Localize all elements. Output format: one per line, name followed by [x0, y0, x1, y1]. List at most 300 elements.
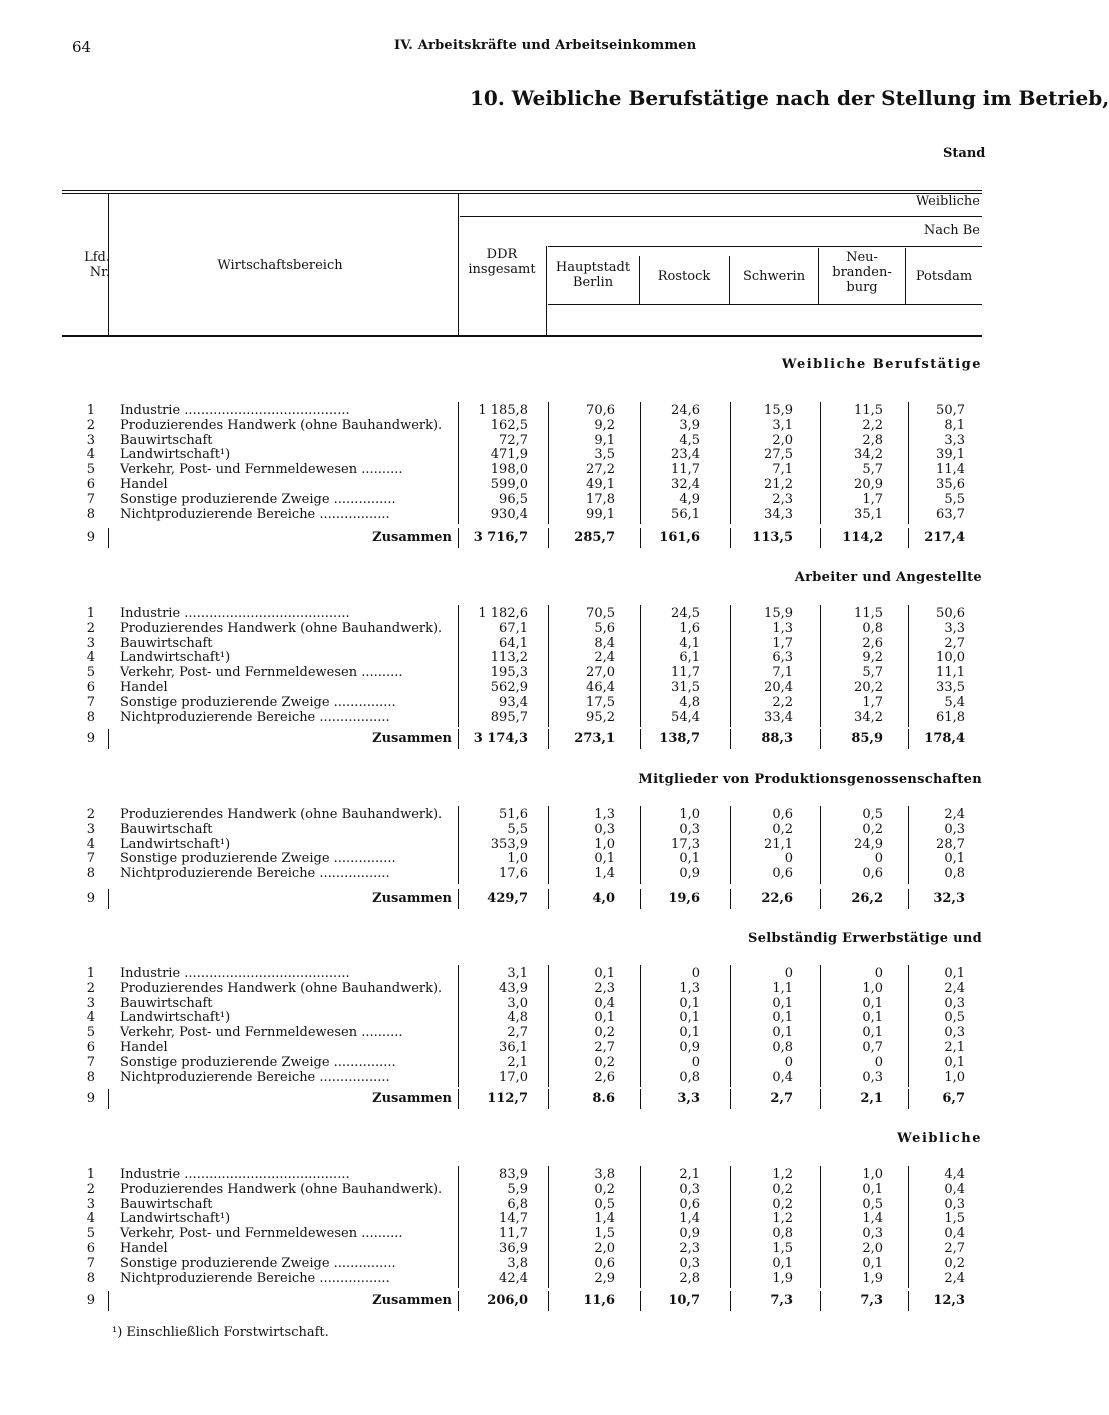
header-top-rule — [62, 190, 982, 191]
ddr-header: DDR insgesamt — [468, 247, 536, 277]
total-value: 285,7 — [574, 530, 615, 545]
cell-value: 3,8 — [594, 1167, 615, 1182]
column-rule — [640, 729, 641, 749]
cell-value: 0 — [784, 851, 793, 867]
cell-value: 1,3 — [679, 980, 700, 996]
cell-value: 63,7 — [936, 506, 965, 522]
row-number: 5 — [86, 462, 95, 478]
row-number: 8 — [86, 506, 95, 522]
total-value: 273,1 — [574, 731, 615, 746]
row-number: 6 — [86, 477, 95, 492]
table-row — [0, 696, 1024, 710]
total-label: Zusammen — [372, 1091, 452, 1106]
cell-value: 0,3 — [862, 1069, 883, 1085]
cell-value: 195,3 — [490, 665, 528, 681]
row-label: Verkehr, Post- und Fernmeldewesen .......... — [120, 1226, 403, 1242]
cell-value: 0 — [784, 966, 793, 981]
total-value: 217,4 — [924, 530, 965, 545]
cell-value: 562,9 — [490, 680, 528, 695]
cell-value: 5,5 — [944, 491, 965, 507]
cell-value: 7,1 — [772, 462, 793, 478]
cell-value: 70,5 — [586, 606, 615, 621]
row-label: Sonstige produzierende Zweige ............... — [120, 1255, 396, 1271]
row-number: 3 — [86, 821, 95, 837]
cell-value: 2,1 — [944, 1040, 965, 1055]
cell-value: 72,7 — [499, 432, 528, 448]
cell-value: 2,8 — [862, 432, 883, 448]
cell-value: 0,2 — [594, 1181, 615, 1197]
cell-value: 31,5 — [671, 680, 700, 695]
total-value: 3 174,3 — [473, 731, 528, 746]
cell-value: 34,2 — [854, 447, 883, 463]
column-rule — [908, 729, 909, 749]
cell-value: 930,4 — [490, 506, 528, 522]
row-number: 7 — [86, 1054, 95, 1070]
row-number: 1 — [86, 966, 95, 981]
row-label: Produzierendes Handwerk (ohne Bauhandwerk). — [120, 1181, 443, 1197]
header-top-rule-2 — [62, 193, 982, 194]
row-number: 4 — [86, 1010, 95, 1026]
row-number: 2 — [86, 1181, 95, 1197]
cell-value: 1,9 — [772, 1270, 793, 1286]
column-rule — [908, 1291, 909, 1311]
total-label: Zusammen — [372, 891, 452, 906]
cell-value: 3,9 — [679, 417, 700, 433]
table-row — [0, 1168, 1024, 1182]
row-number: 4 — [86, 447, 95, 463]
cell-value: 0,2 — [862, 821, 883, 837]
total-value: 4,0 — [592, 891, 615, 906]
cell-value: 0,3 — [944, 1025, 965, 1041]
total-value: 8.6 — [592, 1091, 615, 1106]
total-row — [0, 531, 1024, 545]
column-rule — [458, 889, 459, 909]
total-value: 2,7 — [770, 1091, 793, 1106]
cell-value: 0,6 — [772, 866, 793, 882]
table-row — [0, 823, 1024, 837]
row-label: Produzierendes Handwerk (ohne Bauhandwerk). — [120, 807, 443, 822]
cell-value: 2,4 — [944, 1270, 965, 1286]
cell-value: 42,4 — [499, 1270, 528, 1286]
cell-value: 0,3 — [944, 995, 965, 1011]
cell-value: 0,2 — [772, 1181, 793, 1197]
total-label: Zusammen — [372, 530, 452, 545]
cell-value: 9,2 — [862, 650, 883, 666]
cell-value: 2,4 — [594, 650, 615, 666]
cell-value: 0,4 — [944, 1226, 965, 1242]
total-value: 178,4 — [924, 731, 965, 746]
cell-value: 21,2 — [764, 477, 793, 492]
cell-value: 1,7 — [862, 694, 883, 710]
cell-value: 0,3 — [594, 821, 615, 837]
cell-value: 4,8 — [507, 1010, 528, 1026]
table-row — [0, 493, 1024, 507]
column-rule — [640, 1291, 641, 1311]
cell-value: 1,3 — [772, 620, 793, 636]
column-rule — [820, 528, 821, 548]
column-rule — [458, 528, 459, 548]
cell-value: 1,5 — [772, 1241, 793, 1256]
table-row — [0, 637, 1024, 651]
table-row — [0, 1026, 1024, 1040]
cell-value: 9,1 — [594, 432, 615, 448]
column-rule — [458, 1291, 459, 1311]
cell-value: 0,1 — [944, 966, 965, 981]
row-number: 8 — [86, 1069, 95, 1085]
cell-value: 11,7 — [671, 462, 700, 478]
total-value: 112,7 — [487, 1091, 528, 1106]
cell-value: 1,0 — [507, 851, 528, 867]
cell-value: 5,9 — [507, 1181, 528, 1197]
table-row — [0, 982, 1024, 996]
column-rule — [108, 729, 109, 749]
row-label: Nichtproduzierende Bereiche ................. — [120, 506, 390, 522]
cell-value: 2,2 — [862, 417, 883, 433]
row-label: Bauwirtschaft — [120, 821, 213, 837]
cell-value: 1,4 — [594, 866, 615, 882]
region-header-berlin: Hauptstadt Berlin — [555, 260, 631, 290]
row-number: 3 — [86, 995, 95, 1011]
row-label: Nichtproduzierende Bereiche ................. — [120, 866, 390, 882]
total-row — [0, 1294, 1024, 1308]
cell-value: 0,8 — [862, 620, 883, 636]
column-rule — [108, 528, 109, 548]
cell-value: 0,8 — [772, 1040, 793, 1055]
cell-value: 64,1 — [499, 635, 528, 651]
total-value: 10,7 — [668, 1293, 700, 1308]
cell-value: 0,3 — [944, 821, 965, 837]
column-rule — [108, 1291, 109, 1311]
row-label: Nichtproduzierende Bereiche ................. — [120, 709, 390, 725]
cell-value: 0,5 — [594, 1196, 615, 1212]
cell-value: 0 — [691, 966, 700, 981]
cell-value: 35,6 — [936, 477, 965, 492]
row-number: 8 — [86, 866, 95, 882]
cell-value: 36,1 — [499, 1040, 528, 1055]
cell-value: 4,5 — [679, 432, 700, 448]
row-label: Nichtproduzierende Bereiche ................. — [120, 1069, 390, 1085]
cell-value: 1,4 — [862, 1211, 883, 1227]
row-label: Verkehr, Post- und Fernmeldewesen .......... — [120, 1025, 403, 1041]
row-label: Sonstige produzierende Zweige ............... — [120, 1054, 396, 1070]
cell-value: 27,2 — [586, 462, 615, 478]
cell-value: 0,3 — [679, 1255, 700, 1271]
cell-value: 15,9 — [764, 403, 793, 418]
total-row — [0, 732, 1024, 746]
cell-value: 1,0 — [679, 807, 700, 822]
total-value: 12,3 — [933, 1293, 965, 1308]
cell-value: 0,3 — [679, 1181, 700, 1197]
cell-value: 1 185,8 — [478, 403, 528, 418]
cell-value: 2,3 — [594, 980, 615, 996]
cell-value: 20,2 — [854, 680, 883, 695]
region-box-bottom — [548, 304, 982, 305]
cell-value: 0 — [691, 1054, 700, 1070]
table-row — [0, 607, 1024, 621]
row-number: 1 — [86, 403, 95, 418]
column-rule — [548, 729, 549, 749]
cell-value: 1,5 — [594, 1226, 615, 1242]
header-bottom-rule — [62, 335, 982, 337]
cell-value: 11,5 — [854, 403, 883, 418]
cell-value: 56,1 — [671, 506, 700, 522]
cell-value: 0,6 — [594, 1255, 615, 1271]
row-number: 1 — [86, 1167, 95, 1182]
cell-value: 0,5 — [862, 807, 883, 822]
total-value: 7,3 — [770, 1293, 793, 1308]
cell-value: 24,9 — [854, 836, 883, 852]
row-number: 9 — [86, 891, 95, 906]
cell-value: 7,1 — [772, 665, 793, 681]
row-number: 9 — [86, 530, 95, 545]
section-title: Mitglieder von Produktionsgenossenschaften — [638, 772, 982, 787]
column-rule — [640, 528, 641, 548]
cell-value: 0,8 — [679, 1069, 700, 1085]
cell-value: 1,2 — [772, 1211, 793, 1227]
column-rule — [908, 889, 909, 909]
cell-value: 3,3 — [944, 620, 965, 636]
row-label: Landwirtschaft¹) — [120, 1010, 231, 1026]
table-row — [0, 419, 1024, 433]
row-label: Sonstige produzierende Zweige ............... — [120, 491, 396, 507]
cell-value: 0,1 — [772, 1025, 793, 1041]
total-label: Zusammen — [372, 1293, 452, 1308]
table-row — [0, 852, 1024, 866]
cell-value: 1,0 — [944, 1069, 965, 1085]
table-row — [0, 622, 1024, 636]
cell-value: 39,1 — [936, 447, 965, 463]
table-row — [0, 1198, 1024, 1212]
table-row — [0, 838, 1024, 852]
region-header-potsdam: Potsdam — [915, 269, 973, 284]
cell-value: 1,7 — [862, 491, 883, 507]
cell-value: 96,5 — [499, 491, 528, 507]
cell-value: 1,9 — [862, 1270, 883, 1286]
table-row — [0, 1183, 1024, 1197]
column-rule — [108, 889, 109, 909]
cell-value: 162,5 — [490, 417, 528, 433]
cell-value: 0 — [874, 1054, 883, 1070]
row-label: Bauwirtschaft — [120, 432, 213, 448]
cell-value: 0,5 — [862, 1196, 883, 1212]
cell-value: 2,6 — [862, 635, 883, 651]
cell-value: 6,3 — [772, 650, 793, 666]
row-label: Produzierendes Handwerk (ohne Bauhandwerk). — [120, 620, 443, 636]
total-value: 85,9 — [851, 731, 883, 746]
cell-value: 11,5 — [854, 606, 883, 621]
row-label: Sonstige produzierende Zweige ............... — [120, 851, 396, 867]
table-row — [0, 1011, 1024, 1025]
row-label: Industrie ........................................ — [120, 966, 350, 981]
row-number: 9 — [86, 731, 95, 746]
cell-value: 2,0 — [862, 1241, 883, 1256]
row-label: Industrie ........................................ — [120, 403, 350, 418]
cell-value: 0,6 — [772, 807, 793, 822]
row-number: 3 — [86, 1196, 95, 1212]
cell-value: 2,4 — [944, 807, 965, 822]
cell-value: 1,2 — [772, 1167, 793, 1182]
column-rule — [908, 528, 909, 548]
cell-value: 353,9 — [490, 836, 528, 852]
region-header-rostock: Rostock — [657, 269, 711, 284]
cell-value: 0,9 — [679, 866, 700, 882]
cell-value: 11,7 — [499, 1226, 528, 1242]
table-row — [0, 711, 1024, 725]
total-value: 11,6 — [583, 1293, 615, 1308]
cell-value: 50,7 — [936, 403, 965, 418]
wirtschaftsbereich-header: Wirtschaftsbereich — [217, 258, 343, 273]
cell-value: 46,4 — [586, 680, 615, 695]
cell-value: 28,7 — [936, 836, 965, 852]
cell-value: 1,5 — [944, 1211, 965, 1227]
row-number: 7 — [86, 1255, 95, 1271]
cell-value: 5,6 — [594, 620, 615, 636]
cell-value: 1,3 — [594, 807, 615, 822]
cell-value: 67,1 — [499, 620, 528, 636]
column-rule — [548, 889, 549, 909]
cell-value: 11,4 — [936, 462, 965, 478]
table-row — [0, 448, 1024, 462]
cell-value: 51,6 — [499, 807, 528, 822]
cell-value: 4,8 — [679, 694, 700, 710]
cell-value: 1,4 — [594, 1211, 615, 1227]
total-value: 138,7 — [659, 731, 700, 746]
cell-value: 27,0 — [586, 665, 615, 681]
cell-value: 0,5 — [944, 1010, 965, 1026]
cell-value: 1,1 — [772, 980, 793, 996]
row-label: Landwirtschaft¹) — [120, 836, 231, 852]
cell-value: 0,1 — [679, 995, 700, 1011]
column-rule — [820, 729, 821, 749]
cell-value: 2,3 — [772, 491, 793, 507]
chapter-heading: IV. Arbeitskräfte und Arbeitseinkommen — [394, 38, 697, 53]
table-row — [0, 508, 1024, 522]
cell-value: 0,4 — [594, 995, 615, 1011]
cell-value: 2,1 — [507, 1054, 528, 1070]
cell-value: 35,1 — [854, 506, 883, 522]
cell-value: 2,7 — [594, 1040, 615, 1055]
cell-value: 1,0 — [862, 1167, 883, 1182]
cell-value: 0,1 — [679, 1010, 700, 1026]
cell-value: 0,1 — [772, 1255, 793, 1271]
page-number: 64 — [72, 38, 92, 56]
row-number: 6 — [86, 1241, 95, 1256]
section-title: Weibliche — [897, 1131, 982, 1146]
weibliche-header: Weibliche — [915, 194, 980, 209]
cell-value: 0,1 — [772, 1010, 793, 1026]
cell-value: 3,5 — [594, 447, 615, 463]
cell-value: 0,1 — [679, 1025, 700, 1041]
total-value: 161,6 — [659, 530, 700, 545]
cell-value: 99,1 — [586, 506, 615, 522]
cell-value: 21,1 — [764, 836, 793, 852]
table-row — [0, 1227, 1024, 1241]
total-value: 19,6 — [668, 891, 700, 906]
section-title: Arbeiter und Angestellte — [794, 570, 982, 585]
cell-value: 2,7 — [507, 1025, 528, 1041]
cell-value: 17,5 — [586, 694, 615, 710]
cell-value: 6,1 — [679, 650, 700, 666]
row-number: 8 — [86, 1270, 95, 1286]
total-row — [0, 892, 1024, 906]
column-rule — [730, 528, 731, 548]
cell-value: 32,4 — [671, 477, 700, 492]
table-row — [0, 681, 1024, 695]
cell-value: 14,7 — [499, 1211, 528, 1227]
table-row — [0, 1242, 1024, 1256]
total-value: 22,6 — [761, 891, 793, 906]
cell-value: 17,8 — [586, 491, 615, 507]
total-value: 88,3 — [761, 731, 793, 746]
cell-value: 0,1 — [862, 1255, 883, 1271]
cell-value: 61,8 — [936, 709, 965, 725]
cell-value: 2,7 — [944, 635, 965, 651]
column-rule — [730, 1291, 731, 1311]
cell-value: 6,8 — [507, 1196, 528, 1212]
row-number: 2 — [86, 807, 95, 822]
section-title: Weibliche Berufstätige — [781, 357, 982, 372]
cell-value: 0,1 — [772, 995, 793, 1011]
cell-value: 9,2 — [594, 417, 615, 433]
table-row — [0, 808, 1024, 822]
row-number: 2 — [86, 417, 95, 433]
row-label: Bauwirtschaft — [120, 635, 213, 651]
table-row — [0, 867, 1024, 881]
cell-value: 5,4 — [944, 694, 965, 710]
column-rule — [548, 1089, 549, 1109]
cell-value: 8,4 — [594, 635, 615, 651]
column-rule — [108, 1089, 109, 1109]
row-label: Handel — [120, 1241, 168, 1256]
total-value: 429,7 — [487, 891, 528, 906]
row-label: Industrie ........................................ — [120, 1167, 350, 1182]
row-number: 7 — [86, 851, 95, 867]
cell-value: 0,1 — [862, 995, 883, 1011]
cell-value: 599,0 — [490, 477, 528, 492]
cell-value: 1,0 — [594, 836, 615, 852]
total-row — [0, 1092, 1024, 1106]
cell-value: 0,9 — [679, 1226, 700, 1242]
cell-value: 471,9 — [490, 447, 528, 463]
cell-value: 0 — [874, 966, 883, 981]
total-value: 26,2 — [851, 891, 883, 906]
cell-value: 24,5 — [671, 606, 700, 621]
row-number: 7 — [86, 491, 95, 507]
header-vline-ddr — [458, 193, 459, 335]
cell-value: 0,4 — [772, 1069, 793, 1085]
cell-value: 70,6 — [586, 403, 615, 418]
column-rule — [730, 729, 731, 749]
cell-value: 5,7 — [862, 462, 883, 478]
cell-value: 34,2 — [854, 709, 883, 725]
column-rule — [458, 729, 459, 749]
total-value: 3,3 — [677, 1091, 700, 1106]
cell-value: 0,2 — [772, 1196, 793, 1212]
table-row — [0, 434, 1024, 448]
table-row — [0, 1272, 1024, 1286]
column-rule — [640, 1089, 641, 1109]
cell-value: 33,5 — [936, 680, 965, 695]
cell-value: 198,0 — [490, 462, 528, 478]
cell-value: 95,2 — [586, 709, 615, 725]
cell-value: 0,1 — [862, 1010, 883, 1026]
cell-value: 0,4 — [944, 1181, 965, 1197]
cell-value: 0,1 — [944, 851, 965, 867]
cell-value: 0,9 — [679, 1040, 700, 1055]
cell-value: 11,7 — [671, 665, 700, 681]
row-number: 4 — [86, 650, 95, 666]
row-number: 2 — [86, 620, 95, 636]
